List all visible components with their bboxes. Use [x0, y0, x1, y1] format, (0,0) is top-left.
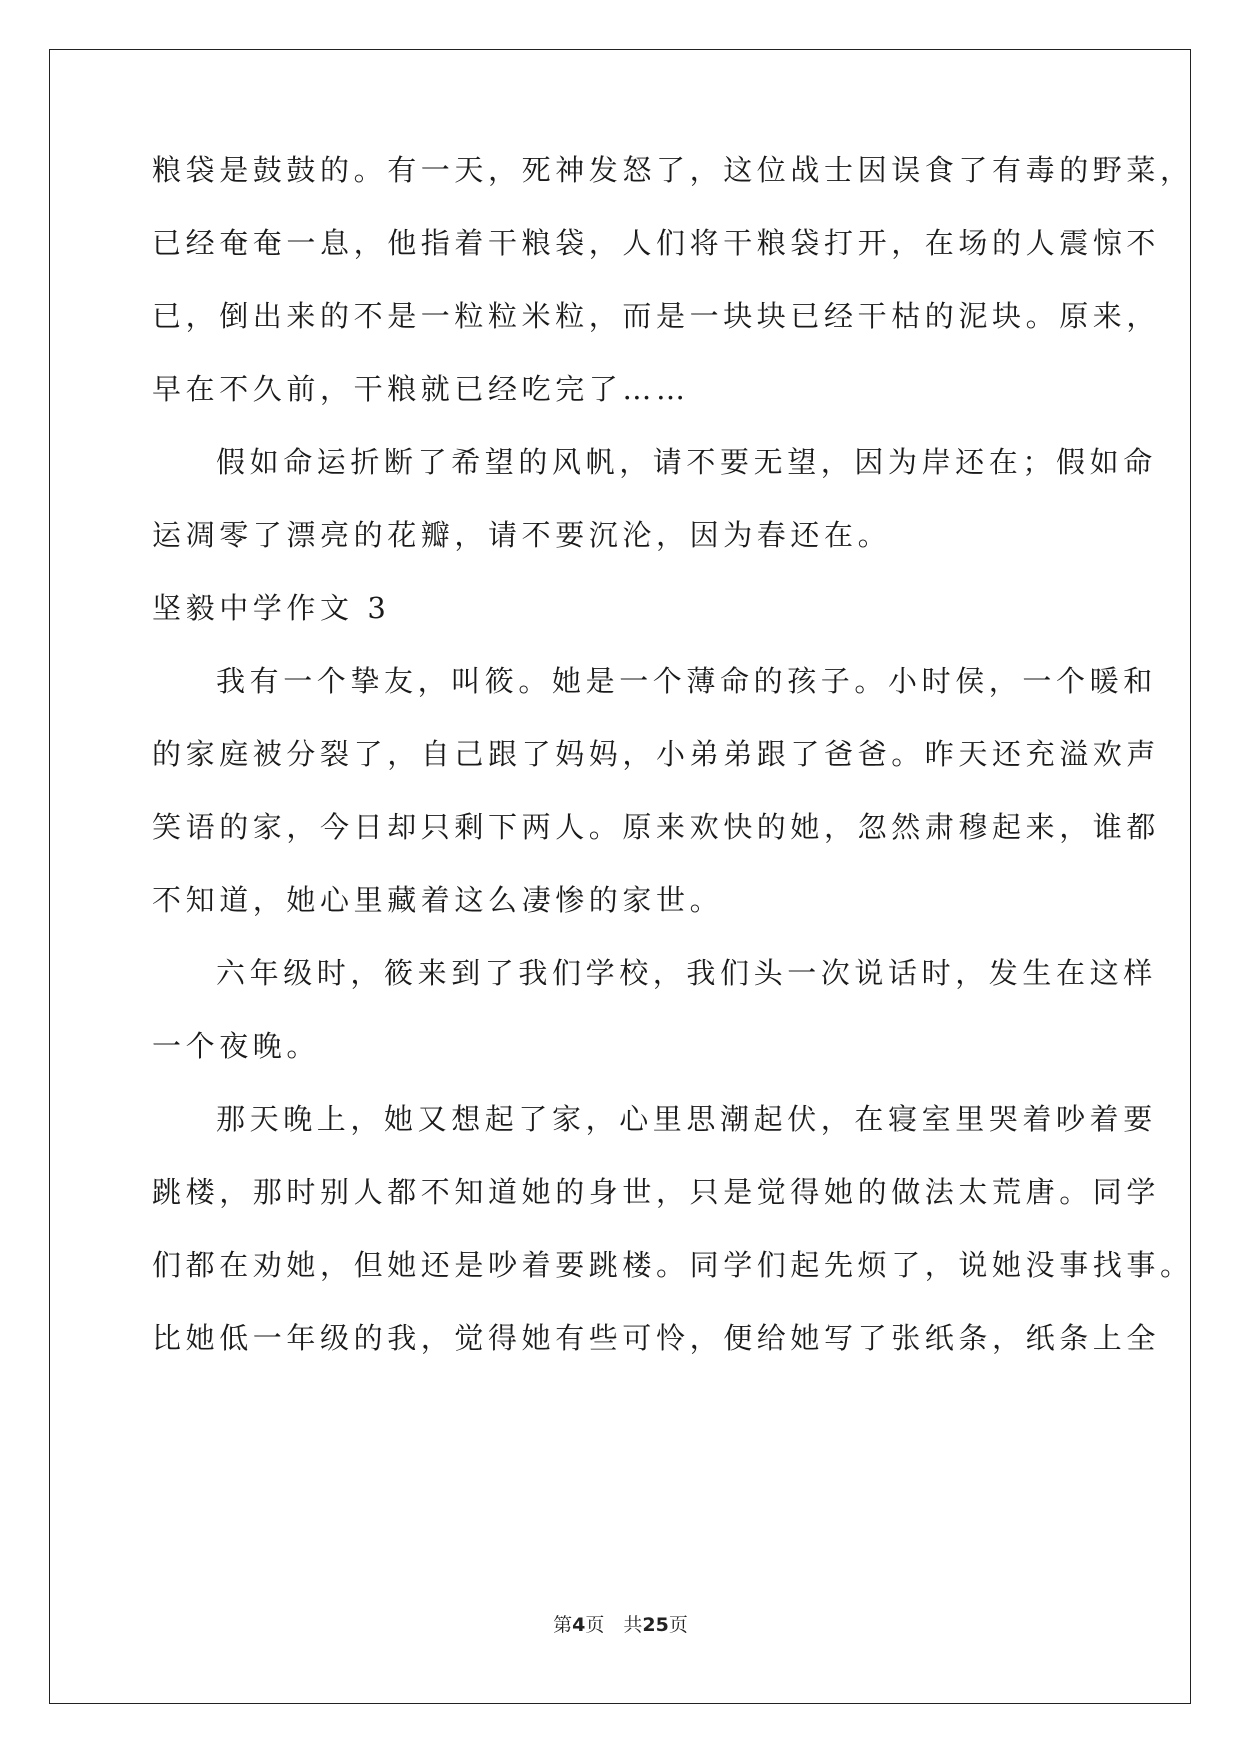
text-line-14: 那天晚上，她又想起了家，心里思潮起伏，在寝室里哭着吵着要 [216, 1102, 1157, 1136]
page-footer [0, 1610, 1241, 1637]
text-line-10: 笑语的家，今日却只剩下两人。原来欢快的她，忽然肃穆起来，谁都 [152, 810, 1161, 844]
text-line-3: 已，倒出来的不是一粒粒米粒，而是一块块已经干枯的泥块。原来， [152, 299, 1161, 333]
text-line-9: 的家庭被分裂了，自己跟了妈妈，小弟弟跟了爸爸。昨天还充溢欢声 [152, 737, 1161, 771]
text-line-15: 跳楼，那时别人都不知道她的身世，只是觉得她的做法太荒唐。同学 [152, 1175, 1161, 1209]
text-line-12: 六年级时，筱来到了我们学校，我们头一次说话时，发生在这样 [216, 956, 1157, 990]
footer-suffix: 页 [668, 1614, 688, 1636]
current-page-number: 4 [572, 1614, 586, 1636]
text-line-13: 一个夜晚。 [152, 1029, 321, 1063]
footer-prefix: 第 [553, 1614, 573, 1636]
footer-mid: 页 共 [585, 1614, 643, 1636]
total-pages-number: 25 [642, 1614, 669, 1636]
text-line-4: 早在不久前，干粮就已经吃完了…… [152, 372, 690, 406]
text-line-11: 不知道，她心里藏着这么凄惨的家世。 [152, 883, 724, 917]
text-line-1: 粮袋是鼓鼓的。有一天，死神发怒了，这位战士因误食了有毒的野菜， [152, 153, 1194, 187]
text-line-2: 已经奄奄一息，他指着干粮袋，人们将干粮袋打开，在场的人震惊不 [152, 226, 1161, 260]
text-line-6: 运凋零了漂亮的花瓣，请不要沉沦，因为春还在。 [152, 518, 892, 552]
text-line-8: 我有一个挚友，叫筱。她是一个薄命的孩子。小时侯，一个暖和 [216, 664, 1157, 698]
text-line-16: 们都在劝她，但她还是吵着要跳楼。同学们起先烦了，说她没事找事。 [152, 1248, 1194, 1282]
text-line-5: 假如命运折断了希望的风帆，请不要无望，因为岸还在；假如命 [216, 445, 1157, 479]
section-heading: 坚毅中学作文 3 [152, 591, 391, 625]
text-line-17: 比她低一年级的我，觉得她有些可怜，便给她写了张纸条，纸条上全 [152, 1321, 1161, 1355]
